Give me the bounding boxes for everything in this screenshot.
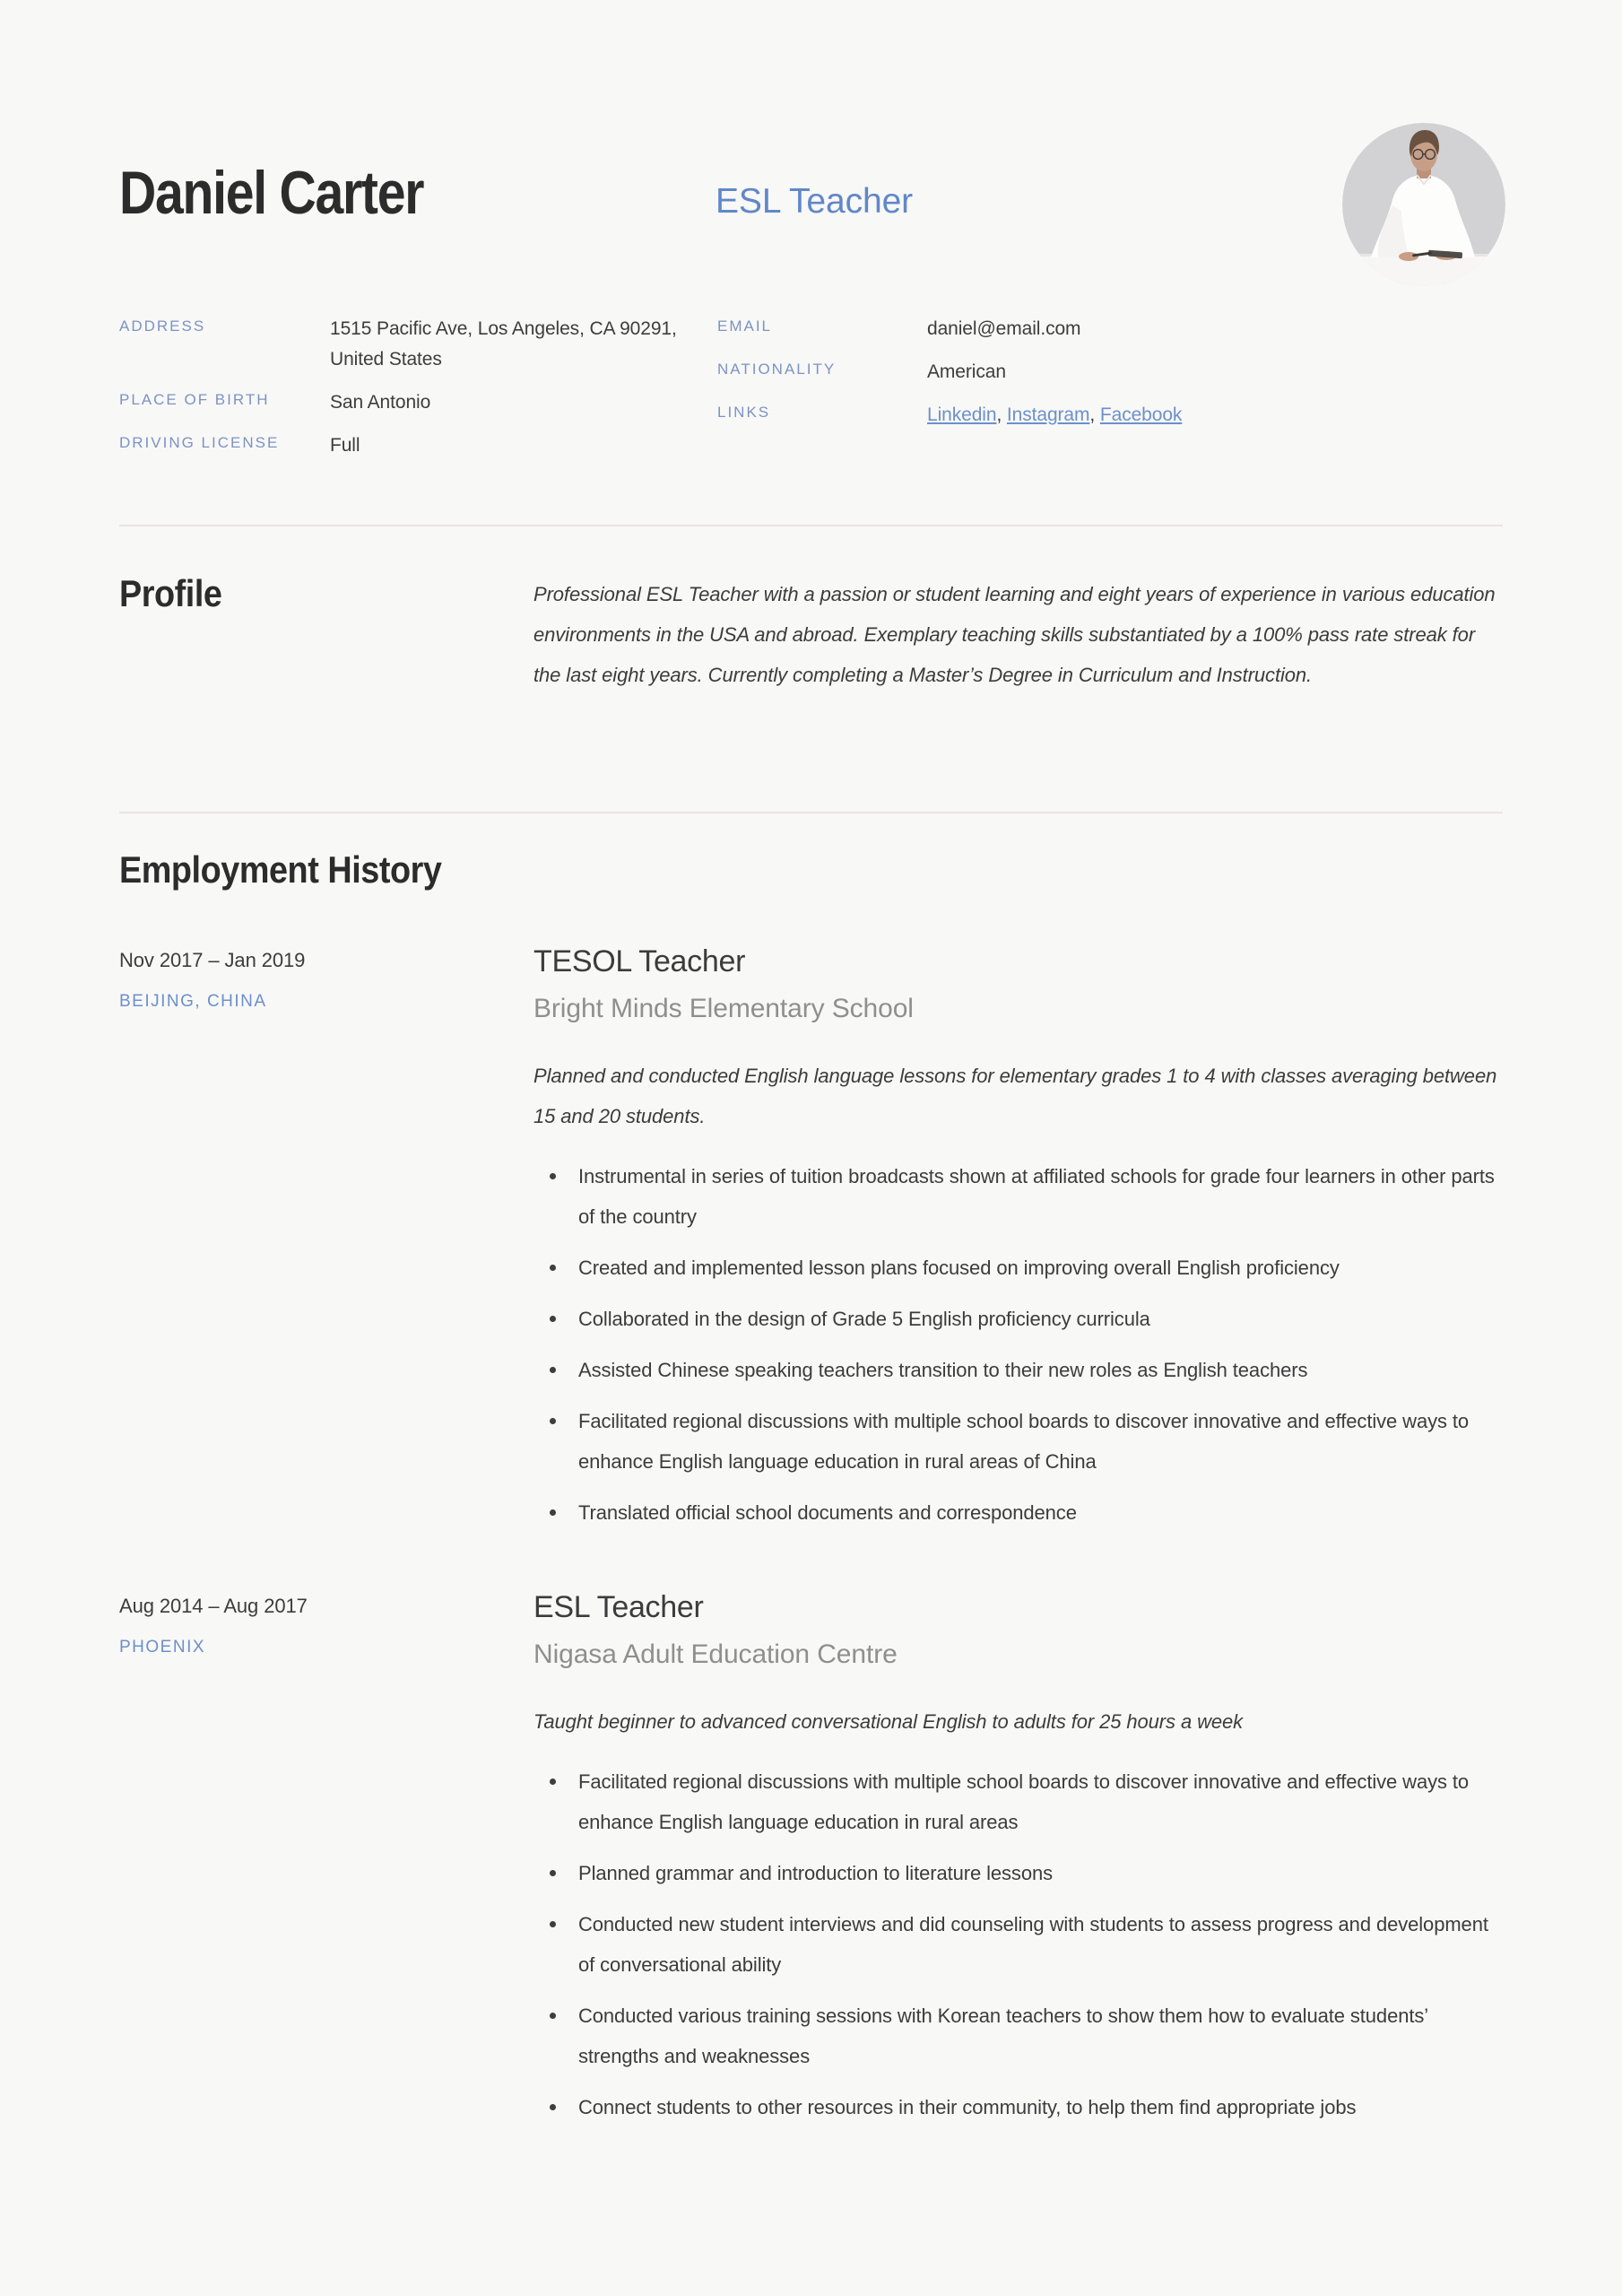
job-bullet: Collaborated in the design of Grade 5 English proficiency curricula (578, 1299, 1505, 1339)
driving-license-value: Full (330, 435, 360, 456)
link-separator: , (996, 404, 1007, 425)
address-label: ADDRESS (119, 317, 206, 335)
employment-section-heading: Employment History (119, 848, 442, 891)
nationality-value: American (927, 361, 1006, 382)
job-bullet: Planned grammar and introduction to literature lessons (578, 1853, 1505, 1893)
job-bullet-list (533, 1156, 1505, 1533)
job-title: ESL Teacher (533, 1590, 704, 1624)
job-company: Bright Minds Elementary School (533, 994, 914, 1023)
job-headline: ESL Teacher (716, 182, 914, 221)
job-bullet: Conducted new student interviews and did counseling with students to assess progress and development of conversational ability (578, 1904, 1505, 1985)
job-location: BEIJING, CHINA (119, 992, 267, 1011)
job-title: TESOL Teacher (533, 944, 746, 978)
facebook-link[interactable]: Facebook (1099, 404, 1183, 425)
job-dates: Aug 2014 – Aug 2017 (119, 1595, 308, 1617)
job-bullet: Facilitated regional discussions with multiple school boards to discover innovative and effective ways to enhance English language education in rural areas (578, 1761, 1505, 1842)
job-meta (119, 1589, 533, 2138)
employment-entry (119, 1589, 1505, 2138)
employment-entry (119, 944, 1505, 1544)
profile-section-heading: Profile (119, 572, 222, 614)
place-of-birth-label: PLACE OF BIRTH (119, 391, 270, 408)
job-summary: Taught beginner to advanced conversational English to adults for 25 hours a week (533, 1710, 1244, 1733)
linkedin-link[interactable]: Linkedin (927, 404, 997, 425)
email-value: daniel@email.com (927, 318, 1081, 339)
address-value: 1515 Pacific Ave, Los Angeles, CA 90291, United States (330, 318, 677, 370)
links-value (927, 400, 1429, 430)
section-divider (119, 812, 1503, 813)
job-bullet: Created and implemented lesson plans focused on improving overall English proficiency (578, 1248, 1505, 1288)
page-title: Daniel Carter (119, 159, 424, 227)
job-company: Nigasa Adult Education Centre (533, 1639, 898, 1669)
email-label: EMAIL (717, 317, 773, 335)
job-bullet: Connect students to other resources in their community, to help them find appropriate jobs (578, 2087, 1505, 2127)
job-bullet: Translated official school documents and correspondence (578, 1492, 1505, 1533)
profile-summary-text: Professional ESL Teacher with a passion or student learning and eight years of experience in various education environments in the USA and abroad. Exemplary teaching skills substantiated by a 100% pass rate streak for the last eight years. Currently completing a Master’s Degree in Curriculum and Instruction. (533, 583, 1496, 686)
job-bullet: Instrumental in series of tuition broadcasts shown at affiliated schools for grade four learners in other parts of the country (578, 1156, 1505, 1237)
driving-license-label: DRIVING LICENSE (119, 434, 280, 451)
contact-column-left (119, 314, 689, 461)
job-dates: Nov 2017 – Jan 2019 (119, 949, 306, 971)
job-details (533, 944, 1505, 1544)
instagram-link[interactable]: Instagram (1006, 404, 1090, 425)
nationality-label: NATIONALITY (717, 361, 837, 378)
job-summary: Planned and conducted English language lessons for elementary grades 1 to 4 with classes averaging between 15 and 20 students. (533, 1065, 1497, 1127)
place-of-birth-value: San Antonio (330, 392, 431, 413)
contact-column-right (717, 314, 1429, 430)
job-location: PHOENIX (119, 1638, 206, 1657)
links-label: LINKS (717, 404, 771, 421)
link-separator: , (1089, 404, 1100, 425)
job-bullet-list (533, 1761, 1505, 2127)
person-portrait-illustration (1342, 123, 1505, 286)
job-bullet: Assisted Chinese speaking teachers transition to their new roles as English teachers (578, 1350, 1505, 1390)
job-meta (119, 944, 533, 1544)
job-bullet: Conducted various training sessions with Korean teachers to show them how to evaluate students’ strengths and weaknesses (578, 1996, 1505, 2076)
job-details (533, 1589, 1505, 2138)
profile-photo (1342, 123, 1505, 286)
job-bullet: Facilitated regional discussions with multiple school boards to discover innovative and effective ways to enhance English language education in rural areas of China (578, 1401, 1505, 1482)
section-divider (119, 525, 1503, 526)
